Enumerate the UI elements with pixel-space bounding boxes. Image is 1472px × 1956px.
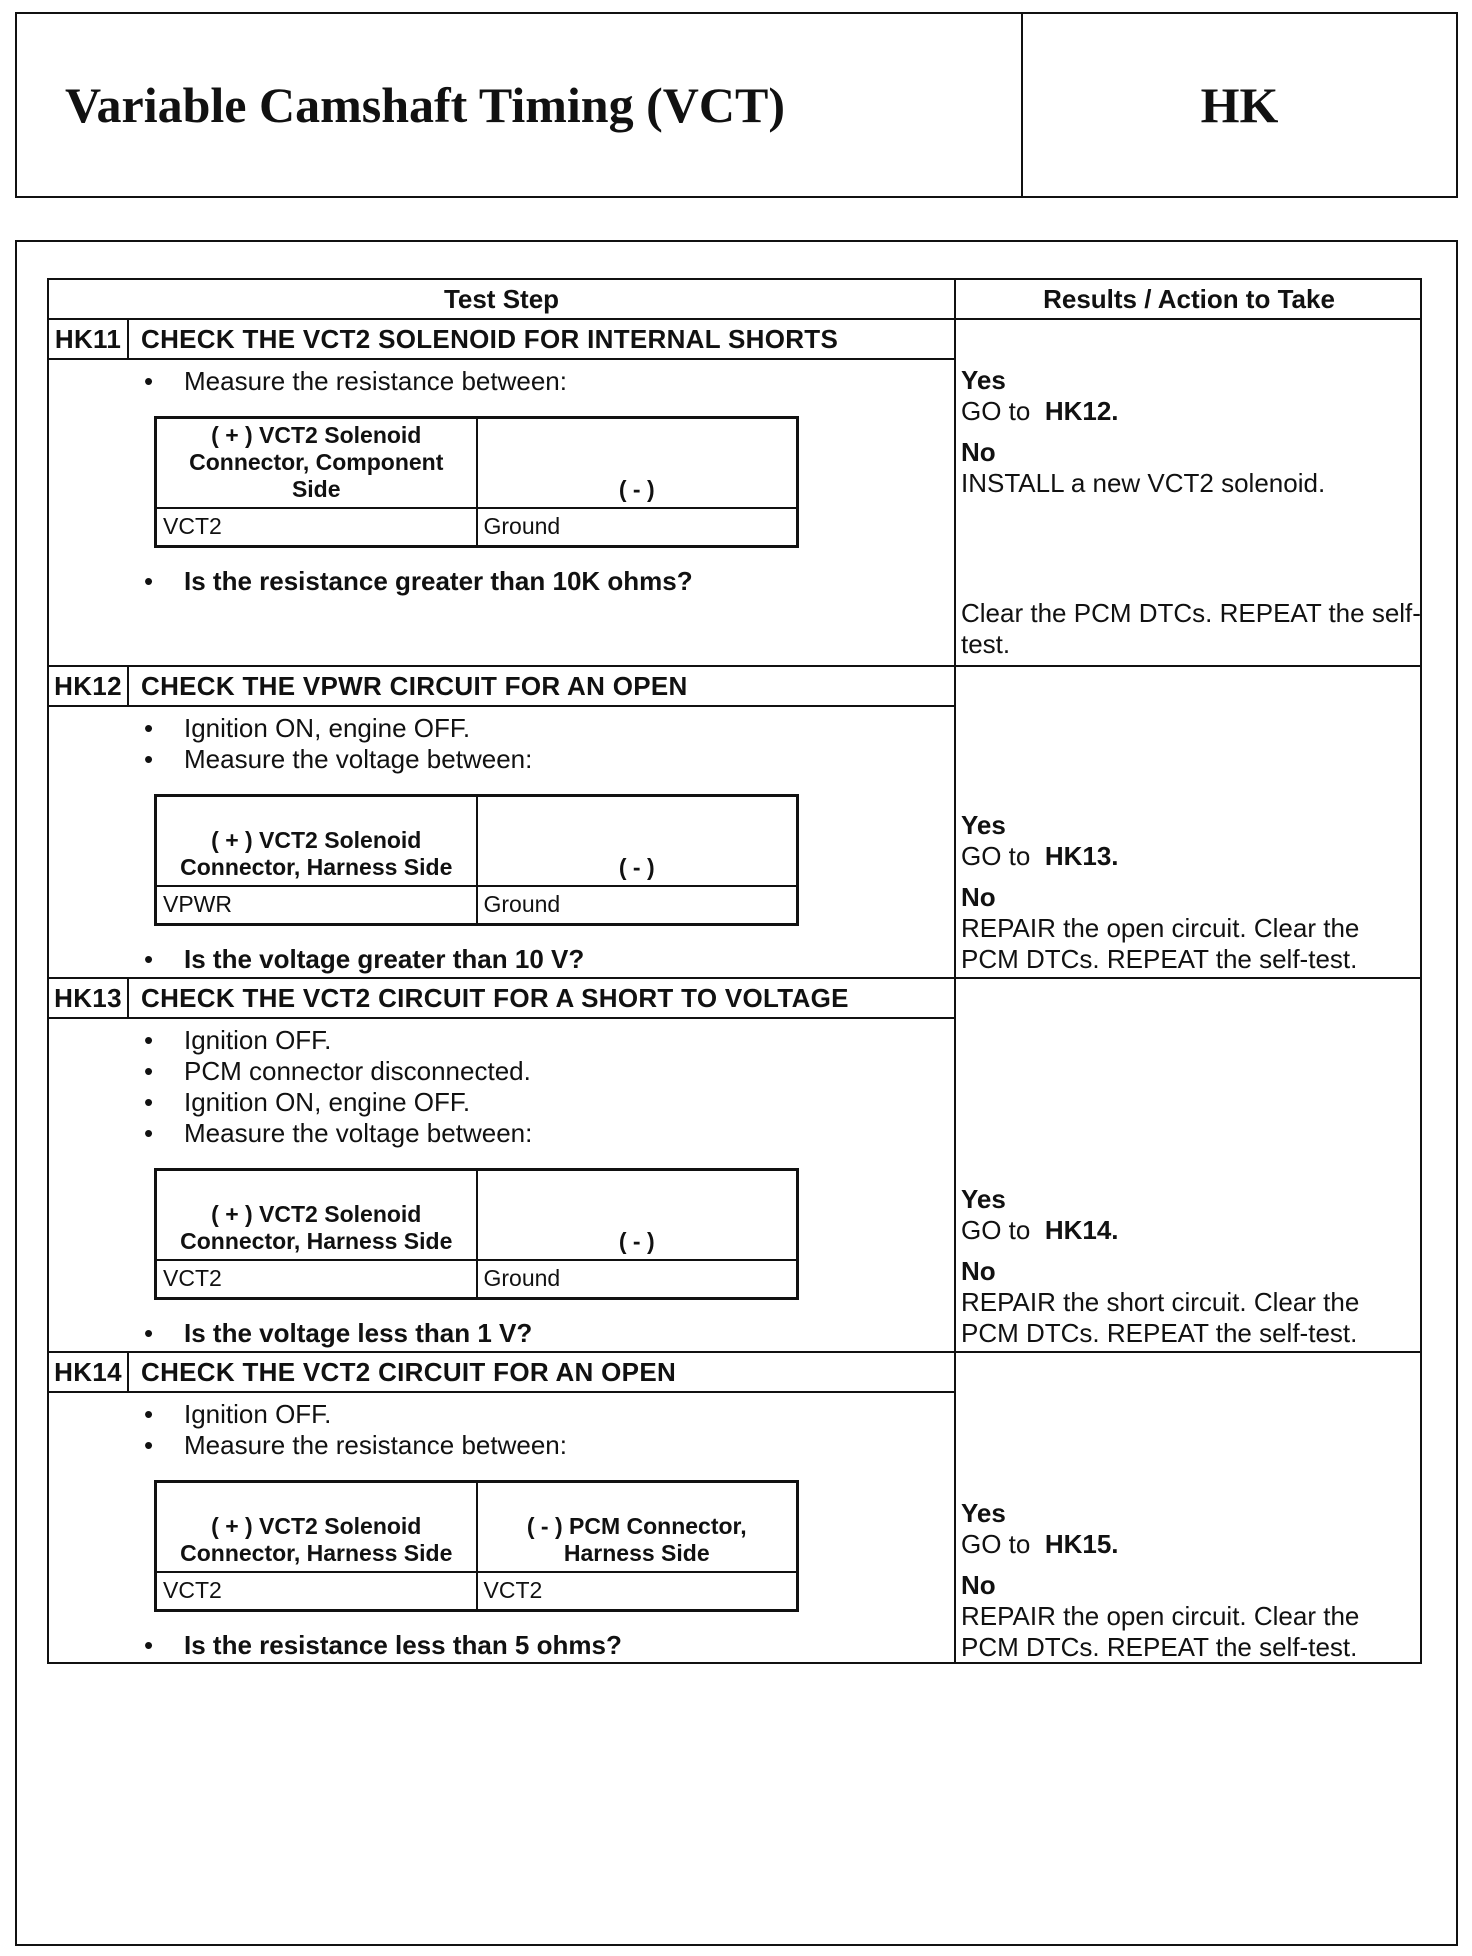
instruction-item: • Measure the voltage between: xyxy=(144,1118,532,1149)
page-header xyxy=(15,12,1458,198)
step-hk12-results xyxy=(961,810,1421,975)
negative-lead-header: ( - ) PCM Connector, Harness Side xyxy=(477,1482,798,1572)
go-to-text: GO to xyxy=(961,1215,1031,1245)
positive-lead-value: VCT2 xyxy=(156,508,477,547)
positive-lead-value: VPWR xyxy=(156,886,477,925)
instruction-item: • Ignition OFF. xyxy=(144,1025,532,1056)
yes-action xyxy=(961,396,1421,427)
go-to-text: GO to xyxy=(961,1529,1031,1559)
yes-action xyxy=(961,841,1421,872)
no-action: REPAIR the short circuit. Clear the PCM DTCs. REPEAT the self-test. xyxy=(961,1287,1360,1348)
step-question: • Is the resistance less than 5 ohms? xyxy=(144,1630,622,1661)
step-title: CHECK THE VPWR CIRCUIT FOR AN OPEN xyxy=(141,670,688,701)
step-hk11-results xyxy=(961,365,1421,499)
negative-lead-value: VCT2 xyxy=(477,1572,798,1611)
go-to-text: GO to xyxy=(961,841,1031,871)
measurement-table xyxy=(154,416,799,548)
go-to-text: GO to xyxy=(961,396,1031,426)
step-hk14-header xyxy=(49,1352,676,1392)
no-label: No xyxy=(961,1256,996,1286)
go-to-step-link[interactable]: HK15. xyxy=(1044,1529,1119,1559)
no-action: INSTALL a new VCT2 solenoid. xyxy=(961,468,1326,498)
step-hk11-header xyxy=(49,319,838,359)
instruction-item: • Ignition ON, engine OFF. xyxy=(144,713,532,744)
negative-lead-header: ( - ) xyxy=(477,418,798,508)
no-action: REPAIR the open circuit. Clear the PCM DTCs. REPEAT the self-test. xyxy=(961,1601,1360,1662)
yes-action xyxy=(961,1215,1421,1246)
positive-lead-header: ( + ) VCT2 Solenoid Connector, Harness Side xyxy=(156,796,477,886)
negative-lead-header: ( - ) xyxy=(477,1170,798,1260)
column-divider xyxy=(954,280,956,1662)
step-title: CHECK THE VCT2 SOLENOID FOR INTERNAL SHORTS xyxy=(141,323,839,354)
column-header-results: Results / Action to Take xyxy=(1043,283,1335,314)
test-step-table xyxy=(47,278,1422,1664)
yes-label: Yes xyxy=(961,365,1006,395)
go-to-step-link[interactable]: HK12. xyxy=(1044,396,1119,426)
instruction-item: • Measure the resistance between: xyxy=(144,1430,567,1461)
no-label: No xyxy=(961,1570,996,1600)
no-label: No xyxy=(961,882,996,912)
positive-lead-value: VCT2 xyxy=(156,1572,477,1611)
step-instructions xyxy=(144,1399,567,1461)
page-title: Variable Camshaft Timing (VCT) xyxy=(17,14,1023,196)
instruction-item: • PCM connector disconnected. xyxy=(144,1056,532,1087)
yes-label: Yes xyxy=(961,1498,1006,1528)
yes-label: Yes xyxy=(961,1184,1006,1214)
step-instructions xyxy=(144,1025,532,1149)
step-instructions xyxy=(144,366,567,397)
instruction-item: • Ignition ON, engine OFF. xyxy=(144,1087,532,1118)
step-id: HK11 xyxy=(49,319,129,359)
step-hk13-results xyxy=(961,1184,1421,1349)
positive-lead-header: ( + ) VCT2 Solenoid Connector, Component Side xyxy=(156,418,477,508)
instruction-item: • Measure the voltage between: xyxy=(144,744,532,775)
go-to-step-link[interactable]: HK13. xyxy=(1044,841,1119,871)
step-id: HK12 xyxy=(49,666,129,706)
step-title: CHECK THE VCT2 CIRCUIT FOR AN OPEN xyxy=(141,1356,677,1387)
negative-lead-value: Ground xyxy=(477,1260,798,1299)
step-id: HK13 xyxy=(49,978,129,1018)
yes-action xyxy=(961,1529,1421,1560)
no-label: No xyxy=(961,437,996,467)
positive-lead-header: ( + ) VCT2 Solenoid Connector, Harness Side xyxy=(156,1482,477,1572)
no-action: REPAIR the open circuit. Clear the PCM DTCs. REPEAT the self-test. xyxy=(961,913,1360,974)
positive-lead-header: ( + ) VCT2 Solenoid Connector, Harness Side xyxy=(156,1170,477,1260)
measurement-table xyxy=(154,1168,799,1300)
negative-lead-value: Ground xyxy=(477,508,798,547)
column-header-test-step: Test Step xyxy=(443,283,560,314)
negative-lead-value: Ground xyxy=(477,886,798,925)
section-code: HK xyxy=(1200,77,1279,133)
positive-lead-value: VCT2 xyxy=(156,1260,477,1299)
instruction-item: • Measure the resistance between: xyxy=(144,366,567,397)
step-instructions xyxy=(144,713,532,775)
step-question: • Is the voltage greater than 10 V? xyxy=(144,944,584,975)
measurement-table xyxy=(154,1480,799,1612)
step-title: CHECK THE VCT2 CIRCUIT FOR A SHORT TO VOLTAGE xyxy=(141,982,849,1013)
go-to-step-link[interactable]: HK14. xyxy=(1044,1215,1119,1245)
step-id: HK14 xyxy=(49,1352,129,1392)
step-hk13-header xyxy=(49,978,849,1018)
yes-label: Yes xyxy=(961,810,1006,840)
instruction-item: • Ignition OFF. xyxy=(144,1399,567,1430)
step-question: • Is the voltage less than 1 V? xyxy=(144,1318,532,1349)
step-hk14-results xyxy=(961,1498,1421,1663)
step-hk12-header xyxy=(49,666,688,706)
negative-lead-header: ( - ) xyxy=(477,796,798,886)
measurement-table xyxy=(154,794,799,926)
result-note: Clear the PCM DTCs. REPEAT the self-test. xyxy=(961,598,1421,659)
step-question: • Is the resistance greater than 10K ohms? xyxy=(144,566,693,597)
